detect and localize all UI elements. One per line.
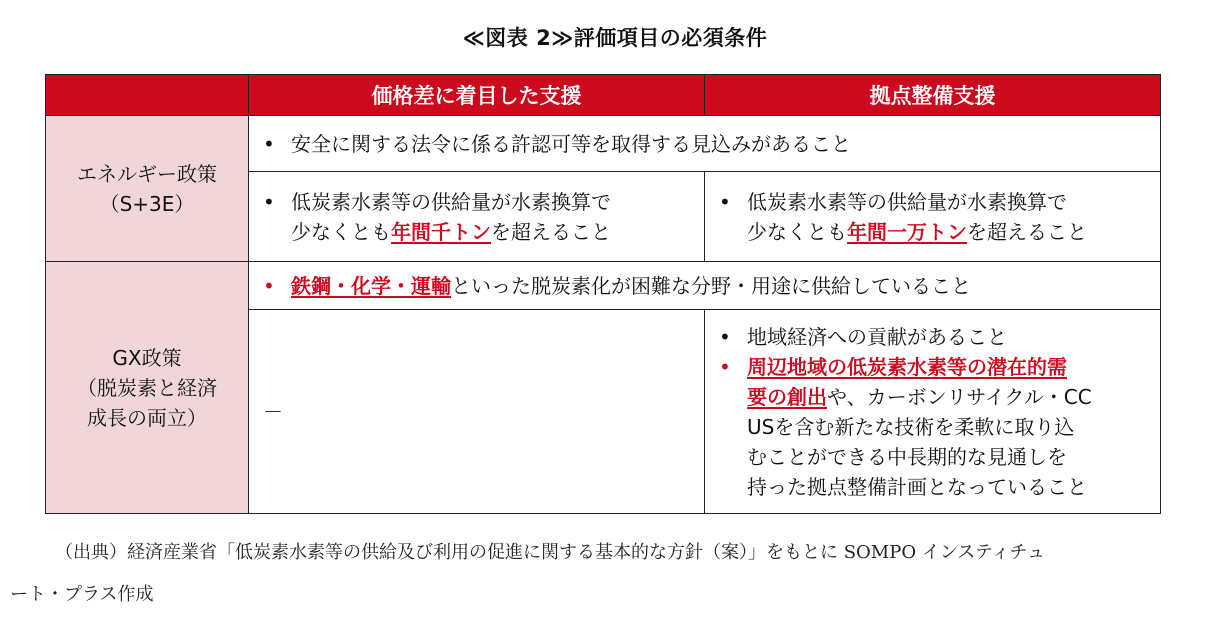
gx-base-item2-hl-line1: 周辺地域の低炭素水素等の潜在的需 <box>747 354 1067 379</box>
gx-base-item2-line2-post: や、カーボンリサイクル・CC <box>827 384 1092 409</box>
gx-common-highlight: 鉄鋼・化学・運輸 <box>291 273 451 298</box>
bullet-icon: • <box>719 354 731 379</box>
energy-price-cell <box>249 172 705 262</box>
gx-base-cell <box>705 310 1161 514</box>
source-note <box>10 532 1205 616</box>
energy-base-highlight: 年間一万トン <box>847 219 967 244</box>
gx-label-line3: 成長の両立） <box>87 405 207 430</box>
header-price-gap-support: 価格差に着目した支援 <box>249 75 705 116</box>
energy-common-text: 安全に関する法令に係る許認可等を取得する見込みがあること <box>291 131 851 156</box>
gx-label-line1: GX政策 <box>112 345 182 370</box>
list-item <box>249 271 1160 301</box>
energy-base-line1: 低炭素水素等の供給量が水素換算で <box>747 189 1067 214</box>
gx-base-item2-line2 <box>747 382 1148 412</box>
energy-label-line2: （S+3E） <box>99 191 195 216</box>
requirements-table <box>45 74 1161 514</box>
source-line2: ート・プラス作成 <box>10 584 154 605</box>
gx-base-item2-line3: USを含む新たな技術を柔軟に取り込 <box>747 414 1075 439</box>
gx-common-text: といった脱炭素化が困難な分野・用途に供給していること <box>451 273 971 298</box>
source-line1: （出典）経済産業省「低炭素水素等の供給及び利用の促進に関する基本的な方針（案）」をもとに SOMPO インスティチュ <box>55 542 1045 563</box>
energy-price-line2-post: を超えること <box>491 219 611 244</box>
energy-base-line2-pre: 少なくとも <box>747 219 847 244</box>
bullet-icon: • <box>263 273 275 298</box>
energy-row-common <box>46 116 1161 172</box>
gx-policy-label <box>46 262 249 514</box>
energy-policy-label <box>46 116 249 262</box>
energy-base-cell <box>705 172 1161 262</box>
list-item <box>705 187 1160 247</box>
energy-price-line2-pre: 少なくとも <box>291 219 391 244</box>
gx-price-cell <box>249 310 705 514</box>
energy-price-line2 <box>291 217 692 247</box>
gx-common-cell <box>249 262 1161 310</box>
bullet-icon: • <box>263 189 275 214</box>
header-base-development-support: 拠点整備支援 <box>705 75 1161 116</box>
gx-base-item2-hl-line2: 要の創出 <box>747 384 827 409</box>
gx-base-item2-line4: むことができる中長期的な見通しを <box>747 444 1067 469</box>
dash-placeholder: － <box>263 399 283 424</box>
list-item <box>705 322 1160 352</box>
gx-base-item1-text: 地域経済への貢献があること <box>747 324 1007 349</box>
gx-label-line2: （脱炭素と経済 <box>77 375 217 400</box>
list-item <box>249 129 1160 159</box>
figure-title: ≪図表 2≫評価項目の必須条件 <box>462 26 768 50</box>
list-item <box>249 187 704 247</box>
energy-base-line2 <box>747 217 1148 247</box>
bullet-icon: • <box>719 189 731 214</box>
header-empty-cell <box>46 75 249 116</box>
list-item <box>705 352 1160 502</box>
gx-base-item2-line5: 持った拠点整備計画となっていること <box>747 474 1087 499</box>
energy-price-highlight: 年間千トン <box>391 219 491 244</box>
table-header-row <box>46 75 1161 116</box>
energy-common-cell <box>249 116 1161 172</box>
energy-base-line2-post: を超えること <box>967 219 1087 244</box>
bullet-icon: • <box>719 324 731 349</box>
energy-label-line1: エネルギー政策 <box>77 161 217 186</box>
bullet-icon: • <box>263 131 275 156</box>
energy-price-line1: 低炭素水素等の供給量が水素換算で <box>291 189 611 214</box>
gx-row-common <box>46 262 1161 310</box>
